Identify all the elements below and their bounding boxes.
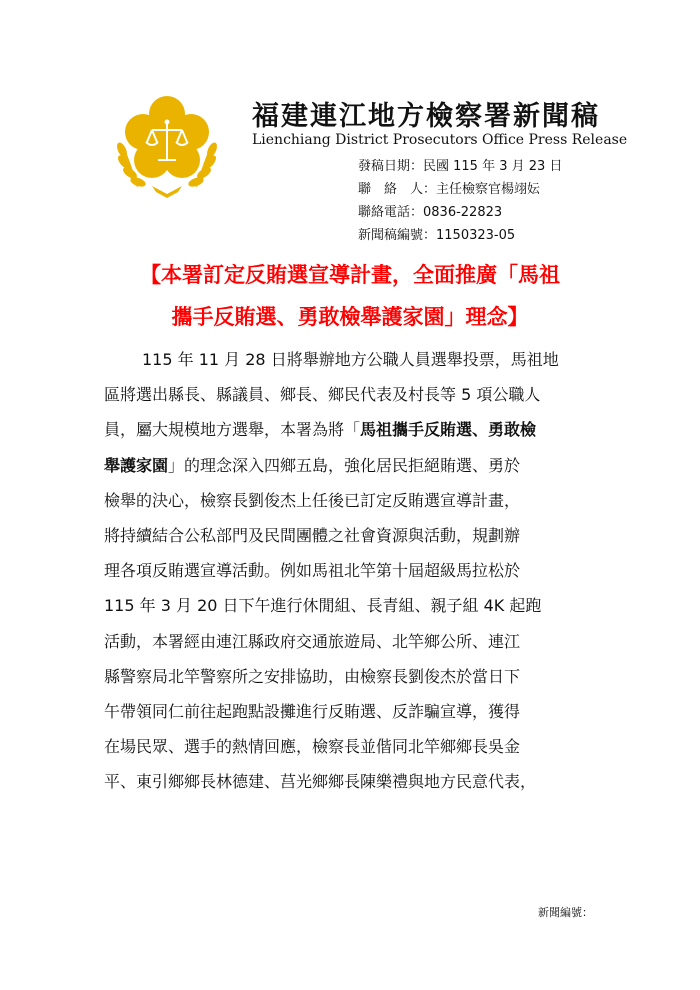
page-subtitle: Lienchiang District Prosecutors Office Press Release	[252, 132, 628, 148]
slogan-bold: 舉護家園	[104, 455, 169, 475]
body-line: 縣警察局北竿警察所之安排協助，由檢察長劉俊杰於當日下	[104, 666, 521, 686]
plum-blossom-scales-emblem-icon	[112, 90, 222, 200]
body-text-segment: 」的理念深入四鄉五島，強化居民拒絕賄選、勇於	[168, 455, 521, 475]
contact-phone: 聯絡電話：0836-22823	[358, 205, 503, 220]
body-paragraph	[104, 342, 598, 800]
headline	[100, 254, 600, 338]
slogan-bold: 馬祖攜手反賄選、勇敢檢	[360, 420, 537, 440]
body-text-segment: 員，屬大規模地方選舉，本署為將「	[104, 420, 361, 440]
body-line: 115 年 11 月 28 日將舉辦地方公職人員選舉投票，馬祖地	[142, 350, 559, 369]
contact-person: 聯 絡 人：主任檢察官楊翊妘	[358, 182, 541, 197]
footer-news-number: 新聞編號：	[538, 906, 593, 919]
body-line: 區將選出縣長、縣議員、鄉長、鄉民代表及村長等 5 項公職人	[104, 385, 541, 405]
body-line: 檢舉的決心，檢察長劉俊杰上任後已訂定反賄選宣導計畫，	[104, 490, 521, 510]
headline-line: 【本署訂定反賄選宣導計畫，全面推廣「馬祖	[140, 263, 560, 287]
body-line: 115 年 3 月 20 日下午進行休閒組、長青組、親子組 4K 起跑	[104, 596, 542, 616]
release-date: 發稿日期：民國 115 年 3 月 23 日	[358, 159, 563, 174]
release-number: 新聞稿編號：1150323-05	[358, 228, 516, 243]
body-line	[104, 448, 598, 483]
body-line: 平、東引鄉鄉長林德建、莒光鄉鄉長陳樂禮與地方民意代表，	[104, 772, 537, 792]
release-meta	[358, 155, 562, 247]
body-line: 活動，本署經由連江縣政府交通旅遊局、北竿鄉公所、連江	[104, 631, 521, 651]
headline-line: 攜手反賄選、勇敢檢舉護家園」理念】	[171, 305, 529, 329]
body-line: 將持續結合公私部門及民間團體之社會資源與活動，規劃辦	[104, 526, 521, 546]
body-line: 在場民眾、選手的熱情回應，檢察長並偕同北竿鄉鄉長吳金	[104, 737, 521, 757]
page-title: 福建連江地方檢察署新聞稿	[252, 101, 600, 132]
body-line	[104, 412, 598, 447]
body-line: 理各項反賄選宣導活動。例如馬祖北竿第十屆超級馬拉松於	[104, 561, 521, 581]
body-line: 午帶領同仁前往起跑點設攤進行反賄選、反詐騙宣導，獲得	[104, 702, 521, 722]
